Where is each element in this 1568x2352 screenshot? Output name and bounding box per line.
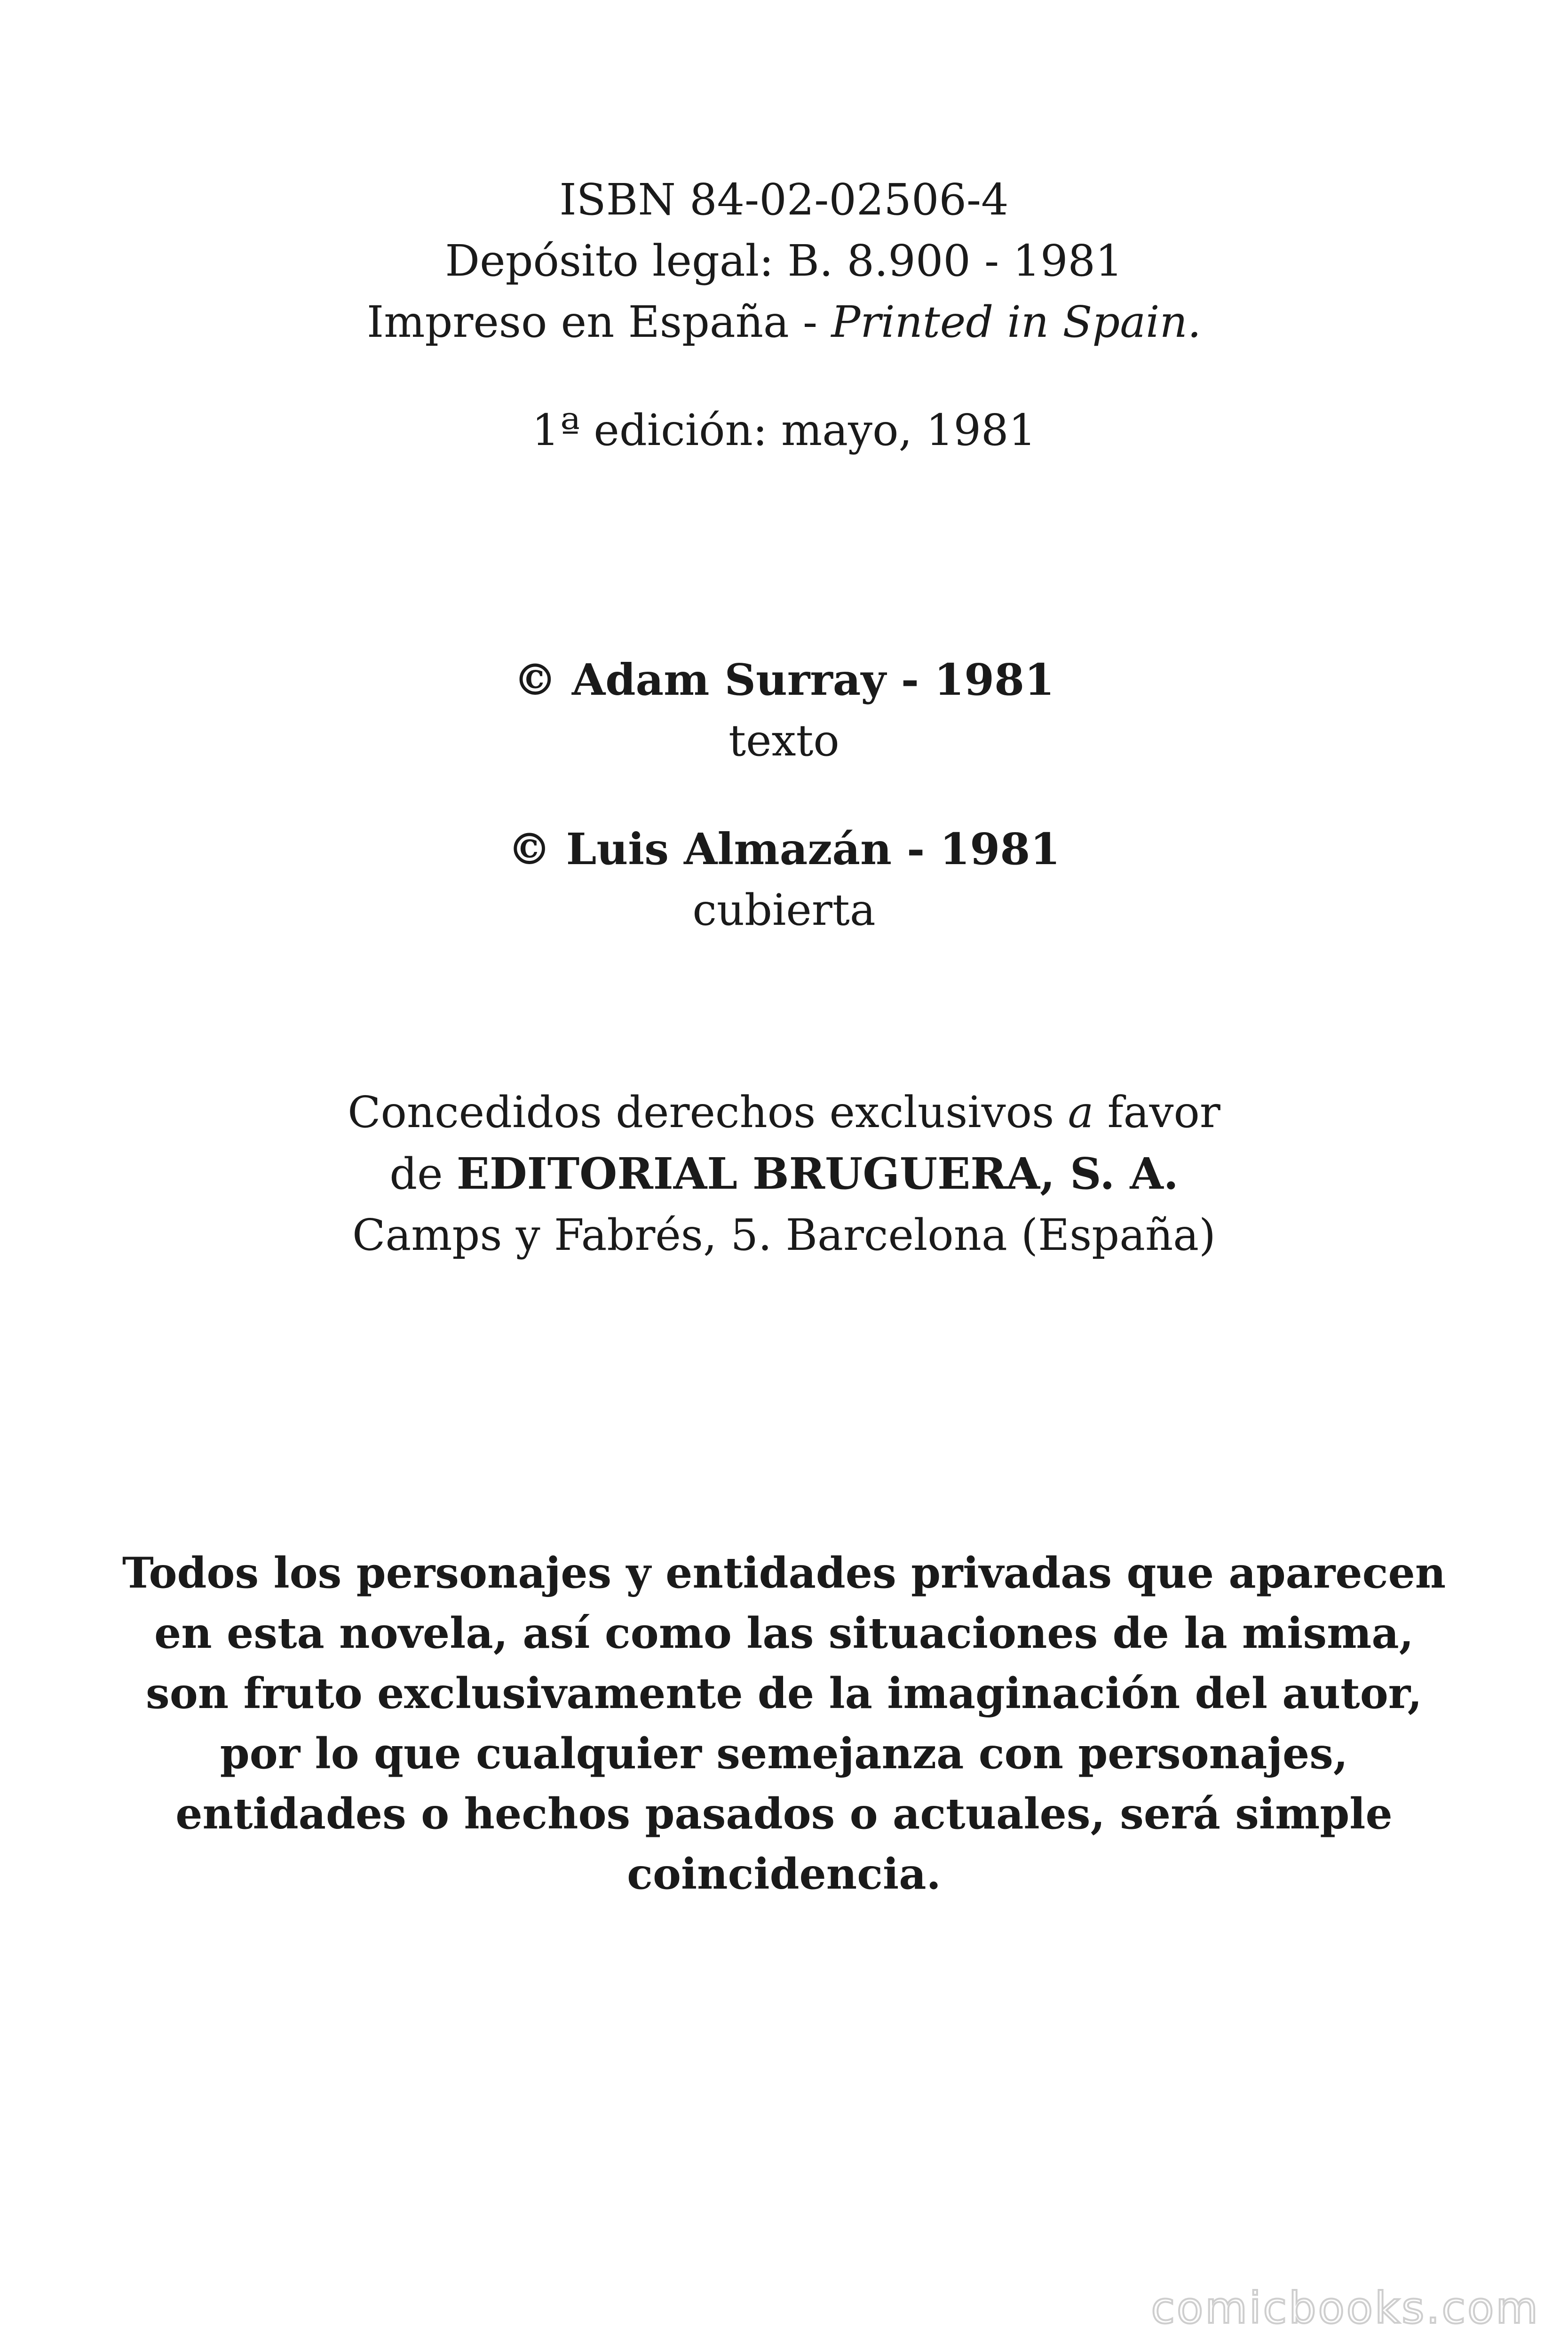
- edition-block: [0, 400, 1568, 461]
- legal-deposit-line: Depósito legal: B. 8.900 - 1981: [445, 236, 1123, 286]
- cover-copyright-holder: © Luis Almazán - 1981: [507, 824, 1061, 874]
- printed-in-line: [0, 292, 1568, 353]
- publisher-address: Camps y Fabrés, 5. Barcelona (España): [352, 1210, 1216, 1260]
- isbn-line: ISBN 84-02-02506-4: [559, 175, 1009, 225]
- watermark: comicbooks.com: [1151, 2283, 1540, 2333]
- copyright-text-block: [0, 649, 1568, 771]
- printed-in-english: Printed in Spain.: [831, 297, 1202, 347]
- rights-line-1-start: Concedidos derechos exclusivos: [348, 1087, 1068, 1137]
- imprint-block: [0, 169, 1568, 353]
- rights-line-1-italic: a: [1068, 1087, 1094, 1137]
- copyright-cover-block: [0, 818, 1568, 941]
- rights-line-1: [0, 1082, 1568, 1143]
- disclaimer-line: en esta novela, así como las situaciones de la misma,: [154, 1608, 1414, 1658]
- disclaimer-line: por lo que cualquier semejanza con personajes,: [220, 1729, 1348, 1779]
- publisher-name: EDITORIAL BRUGUERA, S. A.: [456, 1148, 1179, 1199]
- rights-line-1-end: favor: [1093, 1087, 1220, 1137]
- rights-block: [0, 1082, 1568, 1266]
- disclaimer-line: Todos los personajes y entidades privadas que aparecen: [122, 1548, 1446, 1598]
- disclaimer-block: [0, 1543, 1568, 1904]
- edition-line: 1ª edición: mayo, 1981: [531, 405, 1037, 455]
- text-copyright-holder: © Adam Surray - 1981: [513, 654, 1055, 705]
- cover-copyright-role: cubierta: [692, 885, 876, 935]
- printed-in-spanish: Impreso en España -: [366, 297, 832, 347]
- rights-line-2: [0, 1143, 1568, 1205]
- disclaimer-line: entidades o hechos pasados o actuales, será simple: [175, 1789, 1393, 1839]
- rights-line-2-prefix: de: [389, 1149, 457, 1199]
- disclaimer-line: son fruto exclusivamente de la imaginación del autor,: [146, 1669, 1422, 1718]
- disclaimer-line: coincidencia.: [627, 1849, 941, 1899]
- text-copyright-role: texto: [729, 715, 839, 766]
